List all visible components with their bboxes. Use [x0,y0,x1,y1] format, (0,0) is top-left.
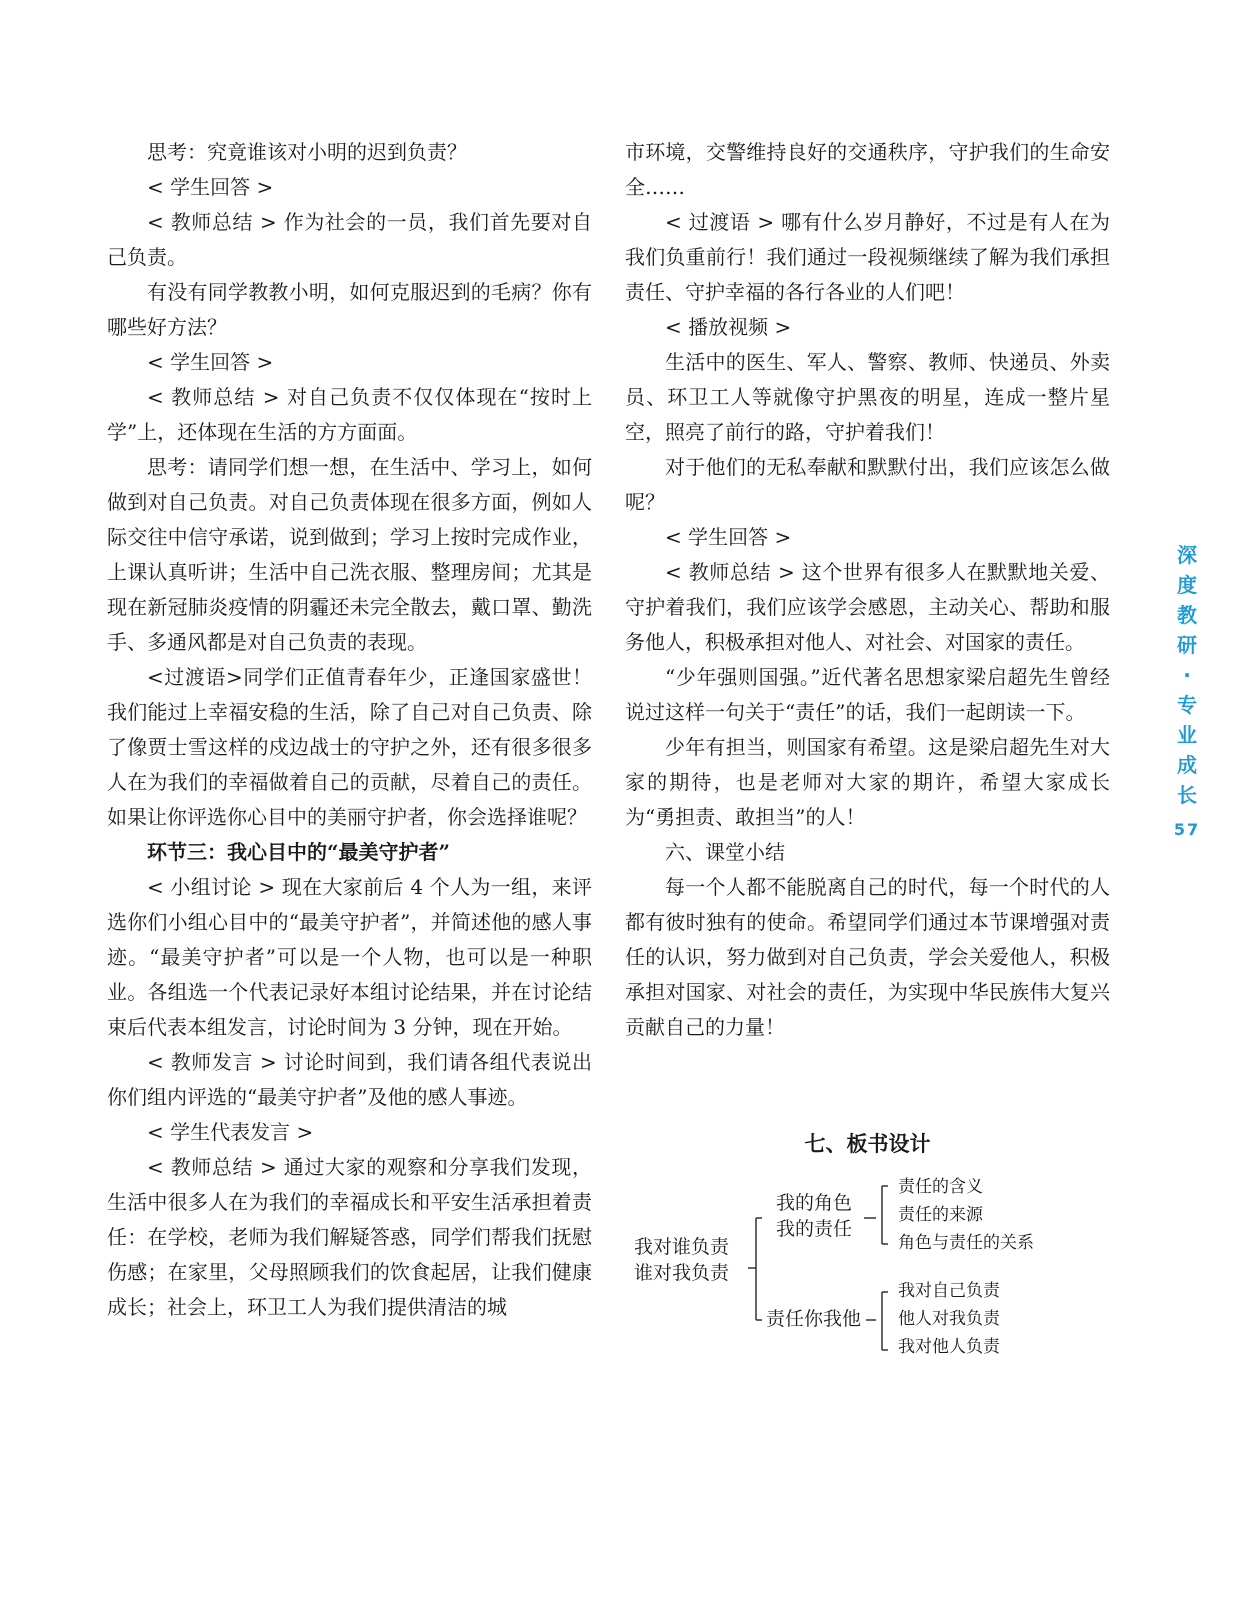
paragraph: < 教师总结 > 通过大家的观察和分享我们发现，生活中很多人在为我们的幸福成长和平安生活承担着责任：在学校，老师为我们解疑答惑，同学们帮我们抚慰伤感；在家里，父母照顾我们的饮食起居，让我们健康成长；社会上，环卫工人为我们提供清洁的城 [107,1155,592,1319]
page-number: 57 [1173,820,1201,839]
sidebar-char: · [1183,663,1191,687]
paragraph: 六、课堂小结 [665,840,785,864]
root-label-line2: 谁对我负责 [634,1262,730,1284]
paragraph: < 小组讨论 > 现在大家前后 4 个人为一组，来评选你们小组心目中的“最美守护者”，并简述他的感人事迹。“最美守护者”可以是一个人物，也可以是一种职业。各组选一个代表记录好本组讨论结果，并在讨论结束后代表本组发言，讨论时间为 3 分钟，现在开始。 [107,875,592,1039]
paragraph: 生活中的医生、军人、警察、教师、快递员、外卖员、环卫工人等就像守护黑夜的明星，连成一整片星空，照亮了前行的路，守护着我们！ [625,350,1110,444]
branch2-item: 我对他人负责 [898,1337,1000,1357]
paragraph: < 过渡语 > 哪有什么岁月静好，不过是有人在为我们负重前行！我们通过一段视频继续了解为我们承担责任、守护幸福的各行各业的人们吧！ [625,210,1110,304]
paragraph: <过渡语>同学们正值青春年少，正逢国家盛世！我们能过上幸福安稳的生活，除了自己对自己负责、除了像贾士雪这样的戍边战士的守护之外，还有很多很多人在为我们的幸福做着自己的贡献，尽着自己的责任。如果让你评选你心目中的美丽守护者，你会选择谁呢？ [107,665,592,829]
paragraph: 每一个人都不能脱离自己的时代，每一个时代的人都有彼时独有的使命。希望同学们通过本节课增强对责任的认识，努力做到对自己负责，学会关爱他人，积极承担对国家、对社会的责任，为实现中华民族伟大复兴贡献自己的力量！ [625,875,1110,1039]
root-label-line1: 我对谁负责 [634,1236,730,1258]
paragraph: 思考：究竟谁该对小明的迟到负责？ [147,140,467,164]
paragraph: 少年有担当，则国家有希望。这是梁启超先生对大家的期待，也是老师对大家的期许，希望大家成长为“勇担责、敢担当”的人！ [625,735,1110,829]
paragraph: < 教师总结 > 这个世界有很多人在默默地关爱、守护着我们，我们应该学会感恩，主动关心、帮助和服务他人，积极承担对他人、对社会、对国家的责任。 [625,560,1110,654]
paragraph: < 教师总结 > 对自己负责不仅仅体现在“按时上学”上，还体现在生活的方方面面。 [107,385,592,444]
sidebar-char: 成 [1177,753,1197,777]
branch1-item: 责任的含义 [898,1177,983,1197]
sidebar-char: 深 [1177,543,1197,567]
branch1-label-line2: 我的责任 [776,1218,853,1240]
paragraph: < 学生回答 > [147,350,274,374]
branch1-label-line1: 我的角色 [776,1192,853,1214]
paragraph: 有没有同学教教小明，如何克服迟到的毛病？你有哪些好方法？ [107,280,592,339]
branch2-label: 责任你我他 [766,1308,862,1330]
sidebar-char: 业 [1177,723,1197,747]
paragraph: 思考：请同学们想一想，在生活中、学习上，如何做到对自己负责。对自己负责体现在很多方面，例如人际交往中信守承诺，说到做到；学习上按时完成作业，上课认真听讲；生活中自己洗衣服、整理房间；尤其是现在新冠肺炎疫情的阴霾还未完全散去，戴口罩、勤洗手、多通风都是对自己负责的表现。 [107,455,592,654]
board-design-diagram [630,1178,1110,1408]
sidebar-char: 教 [1177,603,1197,627]
paragraph: 对于他们的无私奉献和默默付出，我们应该怎么做呢？ [625,455,1110,514]
branch1-item: 角色与责任的关系 [898,1233,1034,1253]
branch2-item: 他人对我负责 [898,1309,1000,1329]
sidebar-char: 长 [1177,783,1197,807]
sidebar-char: 度 [1177,573,1197,597]
paragraph: “少年强则国强。”近代著名思想家梁启超先生曾经说过这样一句关于“责任”的话，我们一起朗读一下。 [625,665,1110,724]
paragraph: < 教师总结 > 作为社会的一员，我们首先要对自己负责。 [107,210,592,269]
right-column [625,135,1110,1045]
paragraph: < 教师发言 > 讨论时间到，我们请各组代表说出你们组内评选的“最美守护者”及他的感人事迹。 [107,1050,592,1109]
sidebar-section-label [1172,540,1202,839]
sidebar-char: 研 [1177,633,1197,657]
section-7-title: 七、板书设计 [804,1132,931,1156]
section-heading: 环节三：我心目中的“最美守护者” [147,840,451,864]
paragraph: < 学生代表发言 > [147,1120,314,1144]
left-column [107,135,592,1325]
paragraph: < 播放视频 > [665,315,792,339]
paragraph: 市环境，交警维持良好的交通秩序，守护我们的生命安全…… [625,140,1110,199]
branch1-item: 责任的来源 [898,1205,983,1225]
branch2-item: 我对自己负责 [898,1281,1000,1301]
paragraph: < 学生回答 > [665,525,792,549]
diagram-connectors [630,1178,1110,1408]
sidebar-char: 专 [1177,693,1197,717]
paragraph: < 学生回答 > [147,175,274,199]
